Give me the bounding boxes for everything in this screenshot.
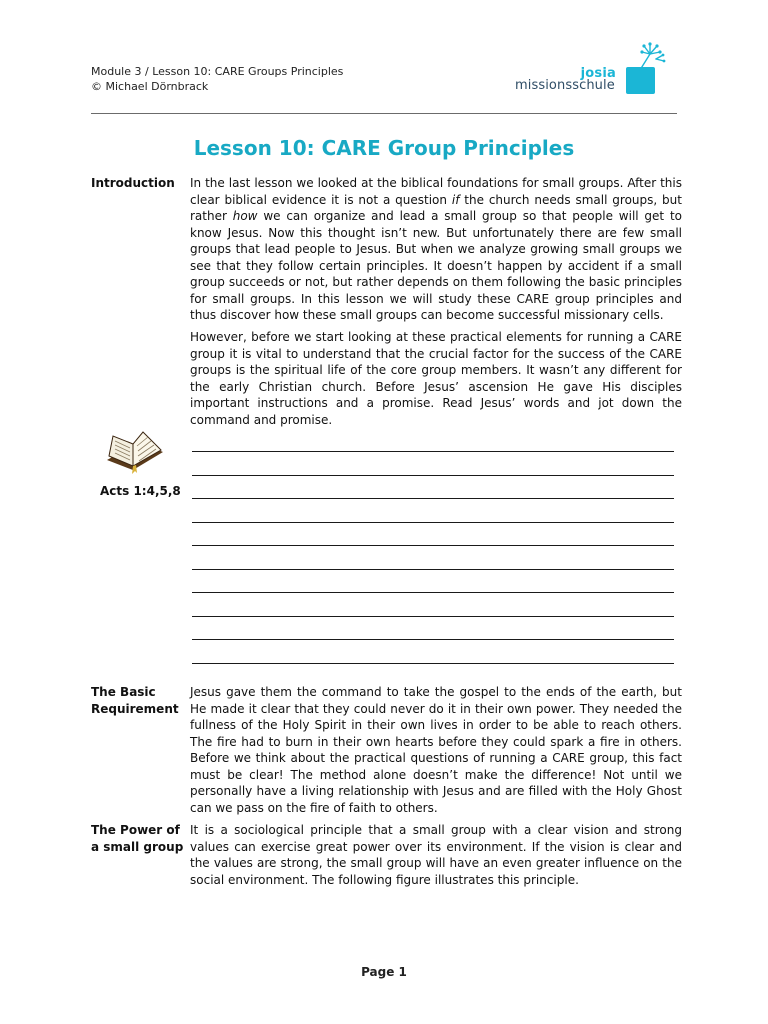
answer-line xyxy=(192,616,674,617)
open-bible-icon xyxy=(103,430,167,476)
logo-word-josia: josia xyxy=(580,66,616,81)
header-divider xyxy=(91,113,677,114)
dandelion-icon xyxy=(630,42,668,72)
author-line: © Michael Dörnbrack xyxy=(91,80,209,93)
intro-text-part-1: In the last lesson we looked at the biblical foundations for small groups. After this clear biblical evidence it is not a question xyxy=(190,176,682,207)
logo-word-missionsschule: missionsschule xyxy=(515,78,615,93)
power-label-line-2: a small group xyxy=(91,839,184,854)
document-header xyxy=(91,64,343,94)
answer-line xyxy=(192,639,674,640)
basic-requirement-label-line-1: The Basic xyxy=(91,685,156,699)
answer-line xyxy=(192,451,674,452)
answer-line xyxy=(192,498,674,499)
josia-logo xyxy=(512,40,662,102)
intro-text-part-2: the church needs small groups, but rather xyxy=(190,192,682,223)
power-of-small-group-paragraph: It is a sociological principle that a small group with a clear vision and strong values can exercise great power over its environment. If the vision is clear and the values are strong, the small group will have an even greater influence on the social environment. The following figure illustrates this principle. xyxy=(190,823,682,887)
introduction-paragraph-1 xyxy=(190,175,682,324)
answer-line xyxy=(192,545,674,546)
page-number: Page 1 xyxy=(361,965,407,979)
bible-reference: Acts 1:4,5,8 xyxy=(100,484,181,498)
intro-text-if: if xyxy=(451,192,460,207)
intro-text-part-3: we can organize and lead a small group so that people will get to know Jesus. Now this thought isn’t new. But unfortunately there are few small groups that lead people to Jesus. But when we analyze growing small groups we see that they follow certain principles. It doesn’t happen by accident if a small group succeeds or not, but rather depends on them following the basic principles for small groups. In this lesson we will study these CARE group principles and thus discover how these small groups can become successful missionary cells. xyxy=(190,209,682,322)
module-line: Module 3 / Lesson 10: CARE Groups Principles xyxy=(91,65,344,78)
introduction-label: Introduction xyxy=(91,176,175,190)
answer-line xyxy=(192,592,674,593)
intro-text-how: how xyxy=(232,209,258,223)
answer-line xyxy=(192,522,674,523)
basic-requirement-paragraph: Jesus gave them the command to take the gospel to the ends of the earth, but He made it clear that they could never do it in their own power. They needed the fullness of the Holy Spirit in their own lives in order to be able to reach others. The fire had to burn in their own hearts before they could spark a fire in others. Before we think about the practical questions of running a CARE group, this fact must be clear! The method alone doesn’t make the difference! Not until we personally have a living relationship with Jesus and are filled with the Holy Ghost can we pass on the fire of faith to others. xyxy=(190,685,682,815)
introduction-paragraph-2: However, before we start looking at these practical elements for running a CARE group it is vital to understand that the crucial factor for the success of the CARE groups is the spiritual life of the core group members. It wasn’t any different for the early Christian church. Before Jesus’ ascension He gave His disciples important instructions and a promise. Read Jesus’ words and jot down the command and promise. xyxy=(190,330,682,427)
basic-requirement-label xyxy=(91,684,179,717)
lesson-title: Lesson 10: CARE Group Principles xyxy=(193,136,575,160)
answer-line xyxy=(192,663,674,664)
power-of-small-group-label xyxy=(91,822,183,855)
answer-line xyxy=(192,569,674,570)
answer-line xyxy=(192,475,674,476)
basic-requirement-label-line-2: Requirement xyxy=(91,701,179,716)
power-label-line-1: The Power of xyxy=(91,823,180,837)
